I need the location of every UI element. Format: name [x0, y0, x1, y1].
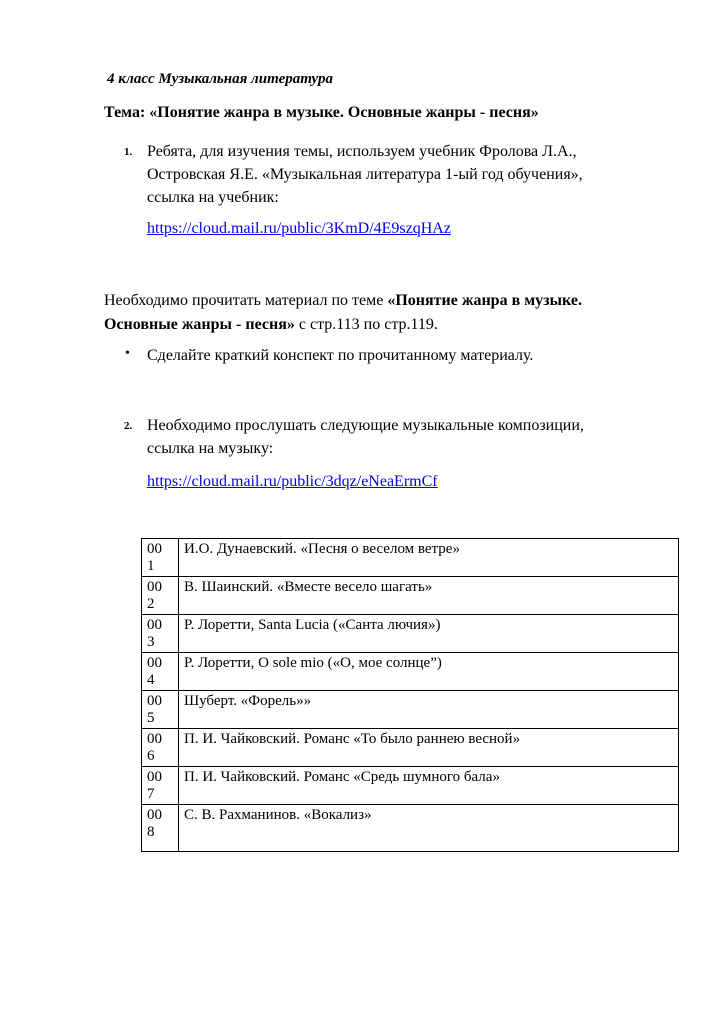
song-number: 00 5	[142, 691, 179, 729]
item2-line-1: Необходимо прослушать следующие музыкальные композиции,	[147, 417, 584, 434]
song-number: 00 7	[142, 767, 179, 805]
table-row	[142, 805, 679, 852]
reading-line1-bold: «Понятие жанра в музыке.	[387, 292, 582, 309]
item2-line-2: ссылка на музыку:	[147, 440, 274, 457]
item1-line-2: Островская Я.Е. «Музыкальная литература 1-ый год обучения»,	[147, 166, 583, 183]
table-row	[142, 729, 679, 767]
song-title: В. Шаинский. «Вместе весело шагать»	[179, 577, 679, 615]
bullet-marker: •	[125, 346, 130, 361]
song-number: 00 1	[142, 539, 179, 577]
table-row	[142, 577, 679, 615]
reading-line2-text: с стр.113 по стр.119.	[294, 316, 438, 333]
item1-line-1: Ребята, для изучения темы, используем учебник Фролова Л.А.,	[147, 143, 577, 160]
table-row	[142, 653, 679, 691]
song-number: 00 4	[142, 653, 179, 691]
textbook-link[interactable]: https://cloud.mail.ru/public/3KmD/4E9szqHAz	[147, 220, 451, 237]
music-link[interactable]: https://cloud.mail.ru/public/3dqz/eNeaErmCf	[147, 473, 438, 490]
table-row	[142, 615, 679, 653]
table-row	[142, 691, 679, 729]
song-title: Р. Лоретти, O sole mio («О, мое солнце”)	[179, 653, 679, 691]
table-row	[142, 767, 679, 805]
topic-title: Тема: «Понятие жанра в музыке. Основные жанры - песня»	[104, 104, 539, 121]
reading-paragraph	[104, 289, 582, 337]
bullet-text: Сделайте краткий конспект по прочитанному материалу.	[147, 347, 534, 364]
song-title: Р. Лоретти, Santa Lucia («Санта лючия»)	[179, 615, 679, 653]
item1-line-3: ссылка на учебник:	[147, 189, 279, 206]
song-title: С. В. Рахманинов. «Вокализ»	[179, 805, 679, 852]
list-marker-2: 2.	[124, 420, 133, 432]
song-number: 00 3	[142, 615, 179, 653]
song-title: И.О. Дунаевский. «Песня о веселом ветре»	[179, 539, 679, 577]
page-heading: 4 класс Музыкальная литература	[107, 71, 333, 87]
song-title: П. И. Чайковский. Романс «То было раннею весной»	[179, 729, 679, 767]
song-number: 00 6	[142, 729, 179, 767]
table-row	[142, 539, 679, 577]
songs-table	[141, 538, 679, 852]
song-title: Шуберт. «Форель»»	[179, 691, 679, 729]
song-number: 00 2	[142, 577, 179, 615]
reading-line1-text: Необходимо прочитать материал по теме	[104, 292, 388, 309]
reading-line2-bold: Основные жанры - песня»	[104, 316, 295, 333]
song-number: 00 8	[142, 805, 179, 852]
list-marker-1: 1.	[124, 146, 133, 158]
song-title: П. И. Чайковский. Романс «Средь шумного бала»	[179, 767, 679, 805]
